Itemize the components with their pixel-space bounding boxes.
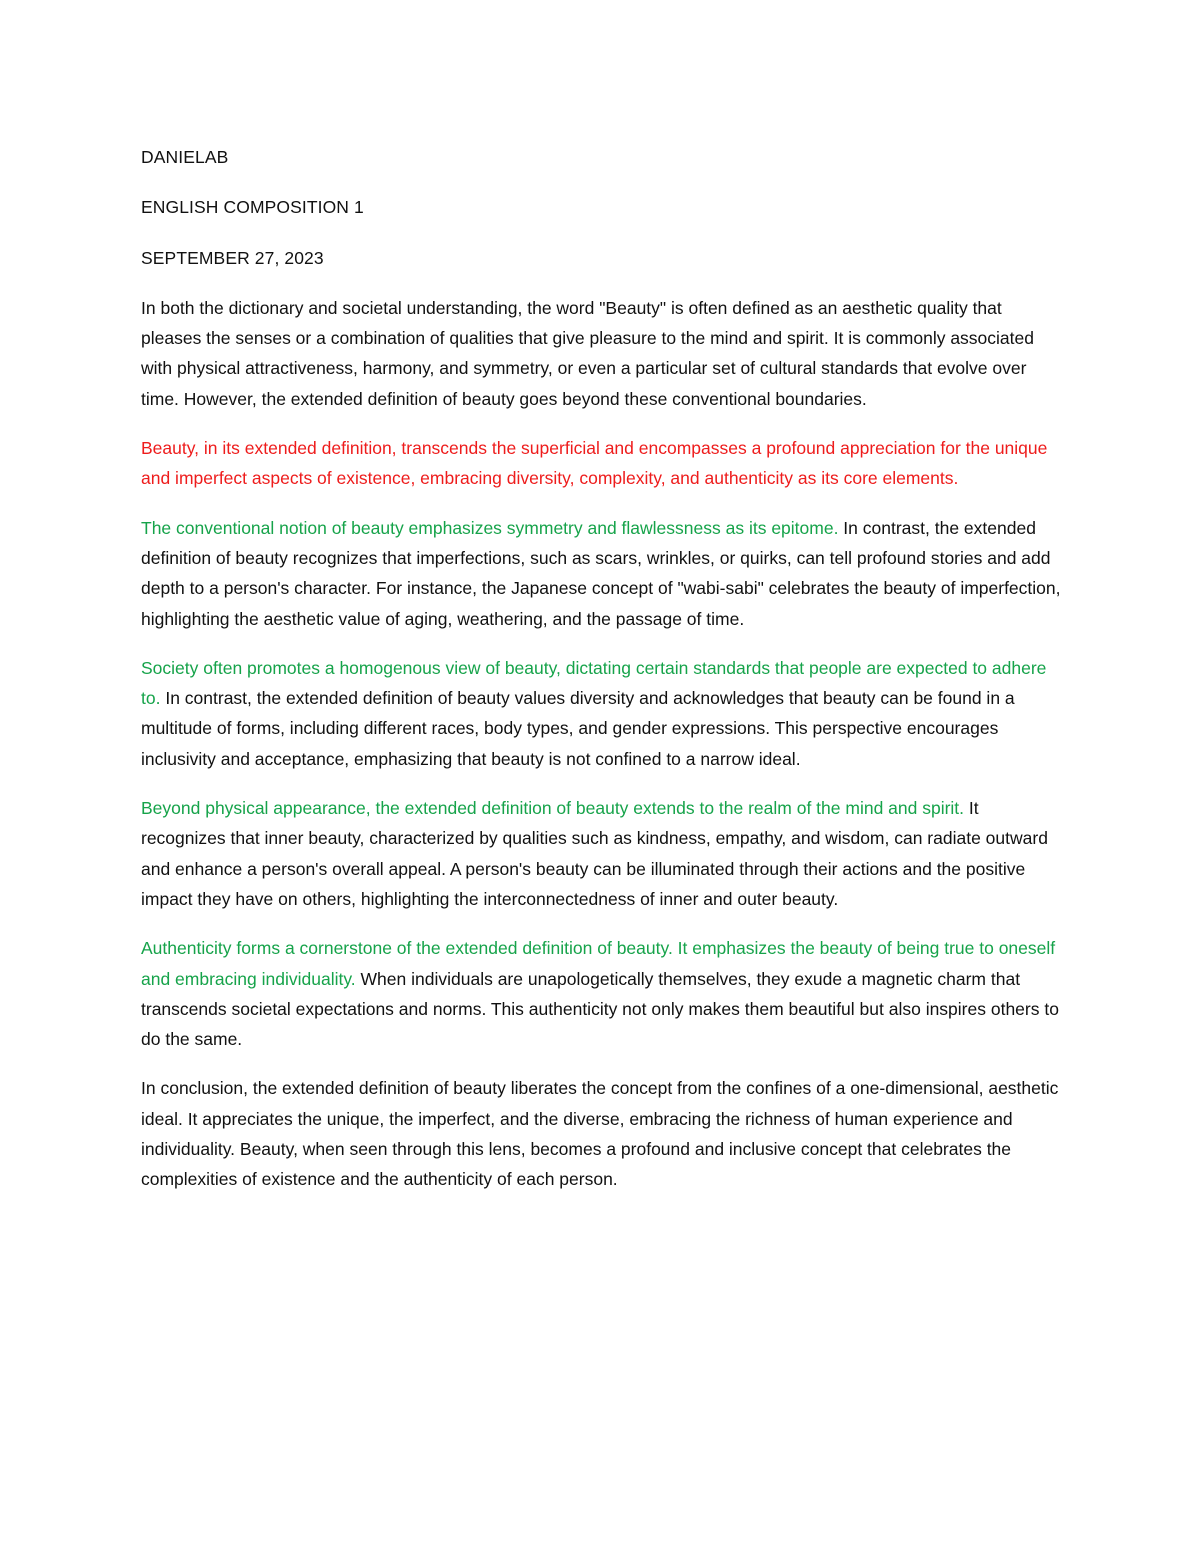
paragraph-conclusion <box>141 1073 1066 1194</box>
paragraph-intro <box>141 293 1066 414</box>
document-date: SEPTEMBER 27, 2023 <box>141 247 324 268</box>
paragraph-text: It recognizes that inner beauty, characterized by qualities such as kindness, empathy, and wisdom, can radiate outward and enhance a person's overall appeal. A person's beauty can be illuminated through their actions and the positive impact they have on others, highlighting the interconnectedness of inner and outer beauty. <box>141 798 1048 909</box>
paragraph-body-1 <box>141 513 1066 634</box>
paragraph-text: In contrast, the extended definition of beauty values diversity and acknowledges that beauty can be found in a multitude of forms, including different races, body types, and gender expressions. This perspective encourages inclusivity and acceptance, emphasizing that beauty is not confined to a narrow ideal. <box>141 688 1015 769</box>
paragraph-text: In contrast, the extended definition of beauty recognizes that imperfections, such as scars, wrinkles, or quirks, can tell profound stories and add depth to a person's character. For instance, the Japanese concept of "wabi-sabi" celebrates the beauty of imperfection, highlighting the aesthetic value of aging, weathering, and the passage of time. <box>141 517 1061 629</box>
topic-sentence: Authenticity forms a cornerstone of the extended definition of beauty. It emphasizes the beauty of being true to oneself and embracing individuality. <box>141 938 1056 989</box>
topic-sentence: The conventional notion of beauty emphasizes symmetry and flawlessness as its epitome. <box>141 517 839 538</box>
document-body <box>141 142 1066 1214</box>
paragraph-thesis <box>141 433 1066 494</box>
topic-sentence: Society often promotes a homogenous view of beauty, dictating certain standards that people are expected to adhere to. <box>141 657 1047 709</box>
course-title: ENGLISH COMPOSITION 1 <box>141 197 364 218</box>
paragraph-text: In both the dictionary and societal understanding, the word "Beauty" is often defined as an aesthetic quality that pleases the senses or a combination of qualities that give pleasure to the mind and spirit. It is commonly associated with physical attractiveness, harmony, and symmetry, or even a particular set of cultural standards that evolve over time. However, the extended definition of beauty goes beyond these conventional boundaries. <box>141 297 1034 409</box>
paragraph-body-4 <box>141 933 1066 1054</box>
paragraph-body-2 <box>141 653 1066 774</box>
paragraph-body-3 <box>141 793 1066 914</box>
topic-sentence: Beyond physical appearance, the extended definition of beauty extends to the realm of the mind and spirit. <box>141 798 965 819</box>
paragraph-text: In conclusion, the extended definition of beauty liberates the concept from the confines of a one-dimensional, aesthetic ideal. It appreciates the unique, the imperfect, and the diverse, embracing the richness of human experience and individuality. Beauty, when seen through this lens, becomes a profound and inclusive concept that celebrates the complexities of existence and the authenticity of each person. <box>141 1078 1059 1190</box>
thesis-statement: Beauty, in its extended definition, transcends the superficial and encompasses a profound appreciation for the unique and imperfect aspects of existence, embracing diversity, complexity, and authenticity as its core elements. <box>141 438 1048 489</box>
paragraph-text: When individuals are unapologetically themselves, they exude a magnetic charm that transcends societal expectations and norms. This authenticity not only makes them beautiful but also inspires others to do the same. <box>141 968 1059 1050</box>
author-name: DANIELAB <box>141 147 229 167</box>
